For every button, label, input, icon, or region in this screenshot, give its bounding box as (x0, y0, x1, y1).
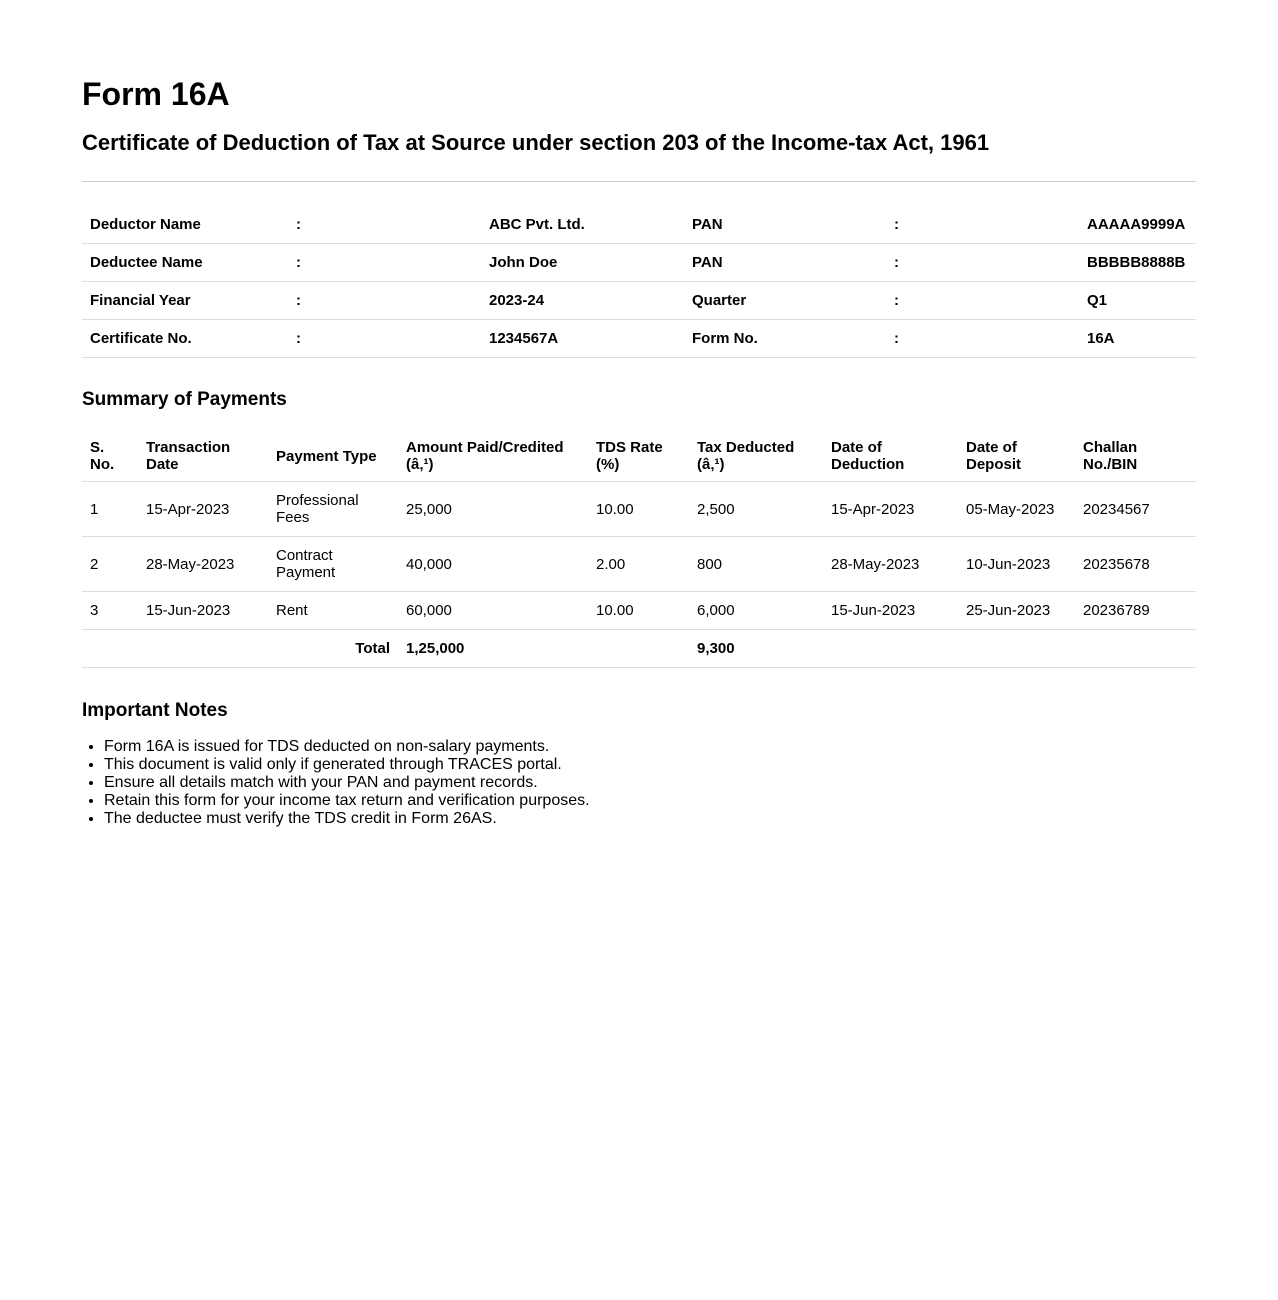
quarter-value: Q1 (1079, 282, 1196, 320)
colon-separator: : (288, 320, 481, 358)
column-header-transaction-date: Transaction Date (138, 431, 268, 482)
total-tax-deducted: 9,300 (689, 630, 823, 668)
total-empty-cell (823, 630, 958, 668)
colon-separator: : (288, 282, 481, 320)
cell-challan: 20234567 (1075, 482, 1196, 537)
cell-challan: 20236789 (1075, 592, 1196, 630)
total-empty-cell (1075, 630, 1196, 668)
cell-payment-type: Rent (268, 592, 398, 630)
details-row-certificate (82, 320, 1196, 358)
deductor-pan-value: AAAAA9999A (1079, 206, 1196, 244)
list-item: • Ensure all details match with your PAN and payment records. (104, 774, 590, 792)
cell-tds-rate: 10.00 (588, 482, 689, 537)
colon-separator: : (886, 320, 1079, 358)
payments-header-row (82, 431, 1196, 482)
payments-table (82, 431, 1196, 668)
list-item: • The deductee must verify the TDS credit in Form 26AS. (104, 810, 590, 828)
cell-transaction-date: 28-May-2023 (138, 537, 268, 592)
colon-separator: : (886, 282, 1079, 320)
column-header-challan: Challan No./BIN (1075, 431, 1196, 482)
column-header-date-of-deduction: Date of Deduction (823, 431, 958, 482)
column-header-payment-type: Payment Type (268, 431, 398, 482)
table-row (82, 537, 1196, 592)
colon-separator: : (886, 206, 1079, 244)
details-row-deductee (82, 244, 1196, 282)
cell-date-of-deposit: 05-May-2023 (958, 482, 1075, 537)
cell-transaction-date: 15-Jun-2023 (138, 592, 268, 630)
cell-sno: 1 (82, 482, 138, 537)
column-header-tax-deducted: Tax Deducted (â‚¹) (689, 431, 823, 482)
form-no-value: 16A (1079, 320, 1196, 358)
certificate-no-label: Certificate No. (82, 320, 288, 358)
cell-date-of-deduction: 28-May-2023 (823, 537, 958, 592)
notes-list (82, 738, 590, 828)
summary-heading: Summary of Payments (82, 389, 287, 410)
total-label: Total (82, 630, 398, 668)
notes-heading: Important Notes (82, 700, 228, 721)
cell-amount: 60,000 (398, 592, 588, 630)
page-title: Form 16A (82, 76, 230, 112)
cell-payment-type: Contract Payment (268, 537, 398, 592)
deductee-pan-value: BBBBB8888B (1079, 244, 1196, 282)
list-item: • This document is valid only if generated through TRACES portal. (104, 756, 590, 774)
header-divider (82, 181, 1196, 182)
table-row (82, 482, 1196, 537)
colon-separator: : (288, 244, 481, 282)
cell-tds-rate: 10.00 (588, 592, 689, 630)
cell-transaction-date: 15-Apr-2023 (138, 482, 268, 537)
deductee-name-value: John Doe (481, 244, 684, 282)
total-row (82, 630, 1196, 668)
form-no-label: Form No. (684, 320, 886, 358)
column-header-sno: S. No. (82, 431, 138, 482)
cell-payment-type: Professional Fees (268, 482, 398, 537)
deductor-name-label: Deductor Name (82, 206, 288, 244)
cell-tax-deducted: 800 (689, 537, 823, 592)
column-header-amount: Amount Paid/Credited (â‚¹) (398, 431, 588, 482)
details-row-deductor (82, 206, 1196, 244)
cell-challan: 20235678 (1075, 537, 1196, 592)
deductor-name-value: ABC Pvt. Ltd. (481, 206, 684, 244)
cell-date-of-deposit: 25-Jun-2023 (958, 592, 1075, 630)
cell-sno: 2 (82, 537, 138, 592)
total-empty-cell (588, 630, 689, 668)
cell-amount: 25,000 (398, 482, 588, 537)
financial-year-label: Financial Year (82, 282, 288, 320)
column-header-date-of-deposit: Date of Deposit (958, 431, 1075, 482)
list-item: • Form 16A is issued for TDS deducted on non-salary payments. (104, 738, 590, 756)
total-amount: 1,25,000 (398, 630, 588, 668)
list-item: • Retain this form for your income tax return and verification purposes. (104, 792, 590, 810)
deductee-name-label: Deductee Name (82, 244, 288, 282)
colon-separator: : (288, 206, 481, 244)
cell-date-of-deduction: 15-Apr-2023 (823, 482, 958, 537)
total-empty-cell (958, 630, 1075, 668)
cell-amount: 40,000 (398, 537, 588, 592)
cell-tds-rate: 2.00 (588, 537, 689, 592)
column-header-tds-rate: TDS Rate (%) (588, 431, 689, 482)
quarter-label: Quarter (684, 282, 886, 320)
colon-separator: : (886, 244, 1079, 282)
financial-year-value: 2023-24 (481, 282, 684, 320)
cell-date-of-deduction: 15-Jun-2023 (823, 592, 958, 630)
cell-sno: 3 (82, 592, 138, 630)
deductee-pan-label: PAN (684, 244, 886, 282)
deductor-pan-label: PAN (684, 206, 886, 244)
certificate-no-value: 1234567A (481, 320, 684, 358)
cell-tax-deducted: 2,500 (689, 482, 823, 537)
page-subtitle: Certificate of Deduction of Tax at Source under section 203 of the Income-tax Act, 1961 (82, 130, 990, 155)
table-row (82, 592, 1196, 630)
details-row-financial-year (82, 282, 1196, 320)
cell-tax-deducted: 6,000 (689, 592, 823, 630)
cell-date-of-deposit: 10-Jun-2023 (958, 537, 1075, 592)
details-table (82, 206, 1196, 358)
